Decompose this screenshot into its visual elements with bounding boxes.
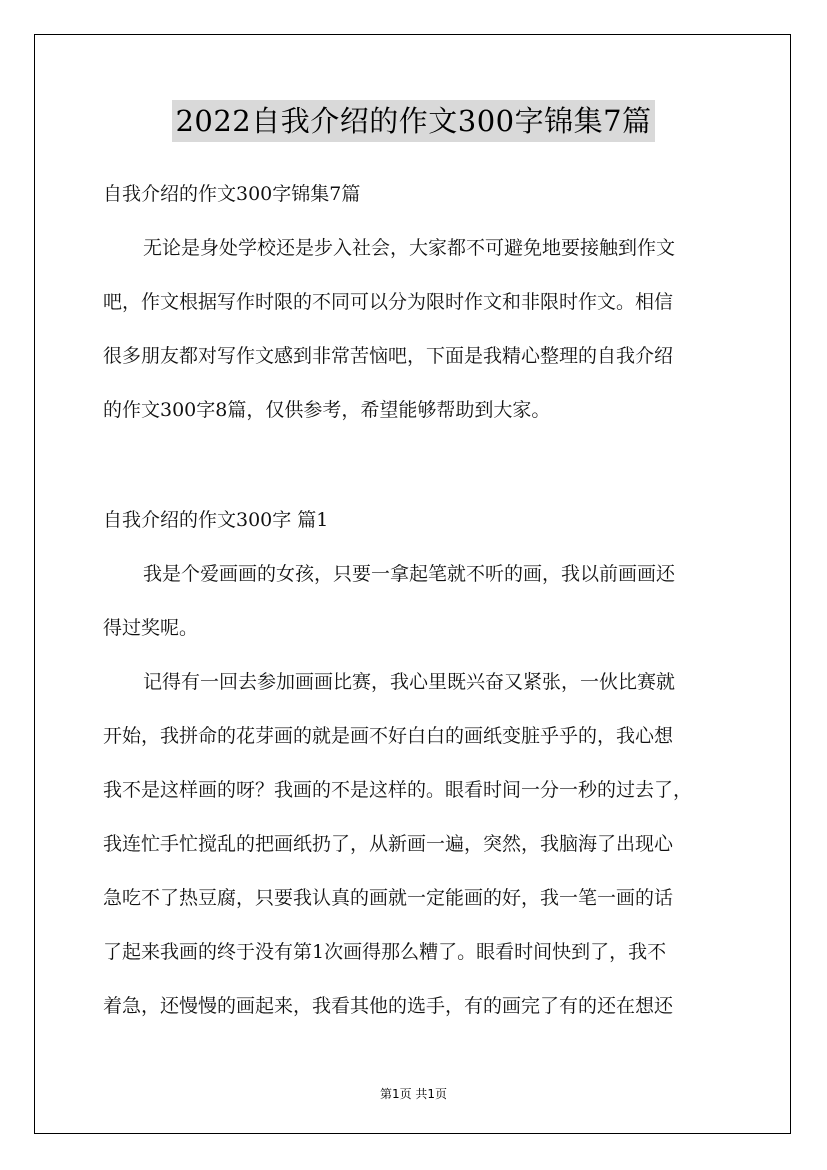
paragraph-line: 记得有一回去参加画画比赛，我心里既兴奋又紧张，一伙比赛就 [143,671,676,693]
paragraph-line: 得过奖呢。 [103,617,199,639]
title-block [0,100,827,142]
paragraph-line: 开始，我拼命的花芽画的就是画不好白白的画纸变脏乎乎的，我心想 [103,725,674,747]
page-footer: 第1页 共1页 [379,1087,448,1101]
paragraph-line: 我不是这样画的呀？我画的不是这样的。眼看时间一分一秒的过去了， [103,779,693,801]
section-heading: 自我介绍的作文300字 篇1 [103,509,329,531]
paragraph-line: 着急，还慢慢的画起来，我看其他的选手，有的画完了有的还在想还 [103,995,674,1017]
intro-line: 很多朋友都对写作文感到非常苦恼吧，下面是我精心整理的自我介绍 [103,345,674,367]
intro-line: 吧，作文根据写作时限的不同可以分为限时作文和非限时作文。相信 [103,291,674,313]
intro-line: 的作文300字8篇，仅供参考，希望能够帮助到大家。 [103,399,551,421]
paragraph-line: 我连忙手忙搅乱的把画纸扔了，从新画一遍，突然，我脑海了出现心 [103,833,674,855]
paragraph-line: 了起来我画的终于没有第1次画得那么糟了。眼看时间快到了，我不 [103,941,667,963]
document-title: 2022自我介绍的作文300字锦集7篇 [172,100,654,142]
paragraph-line: 我是个爱画画的女孩，只要一拿起笔就不听的画，我以前画画还 [143,563,676,585]
intro-line: 无论是身处学校还是步入社会，大家都不可避免地要接触到作文 [143,237,676,259]
document-subtitle: 自我介绍的作文300字锦集7篇 [103,183,361,205]
paragraph-line: 急吃不了热豆腐，只要我认真的画就一定能画的好，我一笔一画的话 [103,887,674,909]
